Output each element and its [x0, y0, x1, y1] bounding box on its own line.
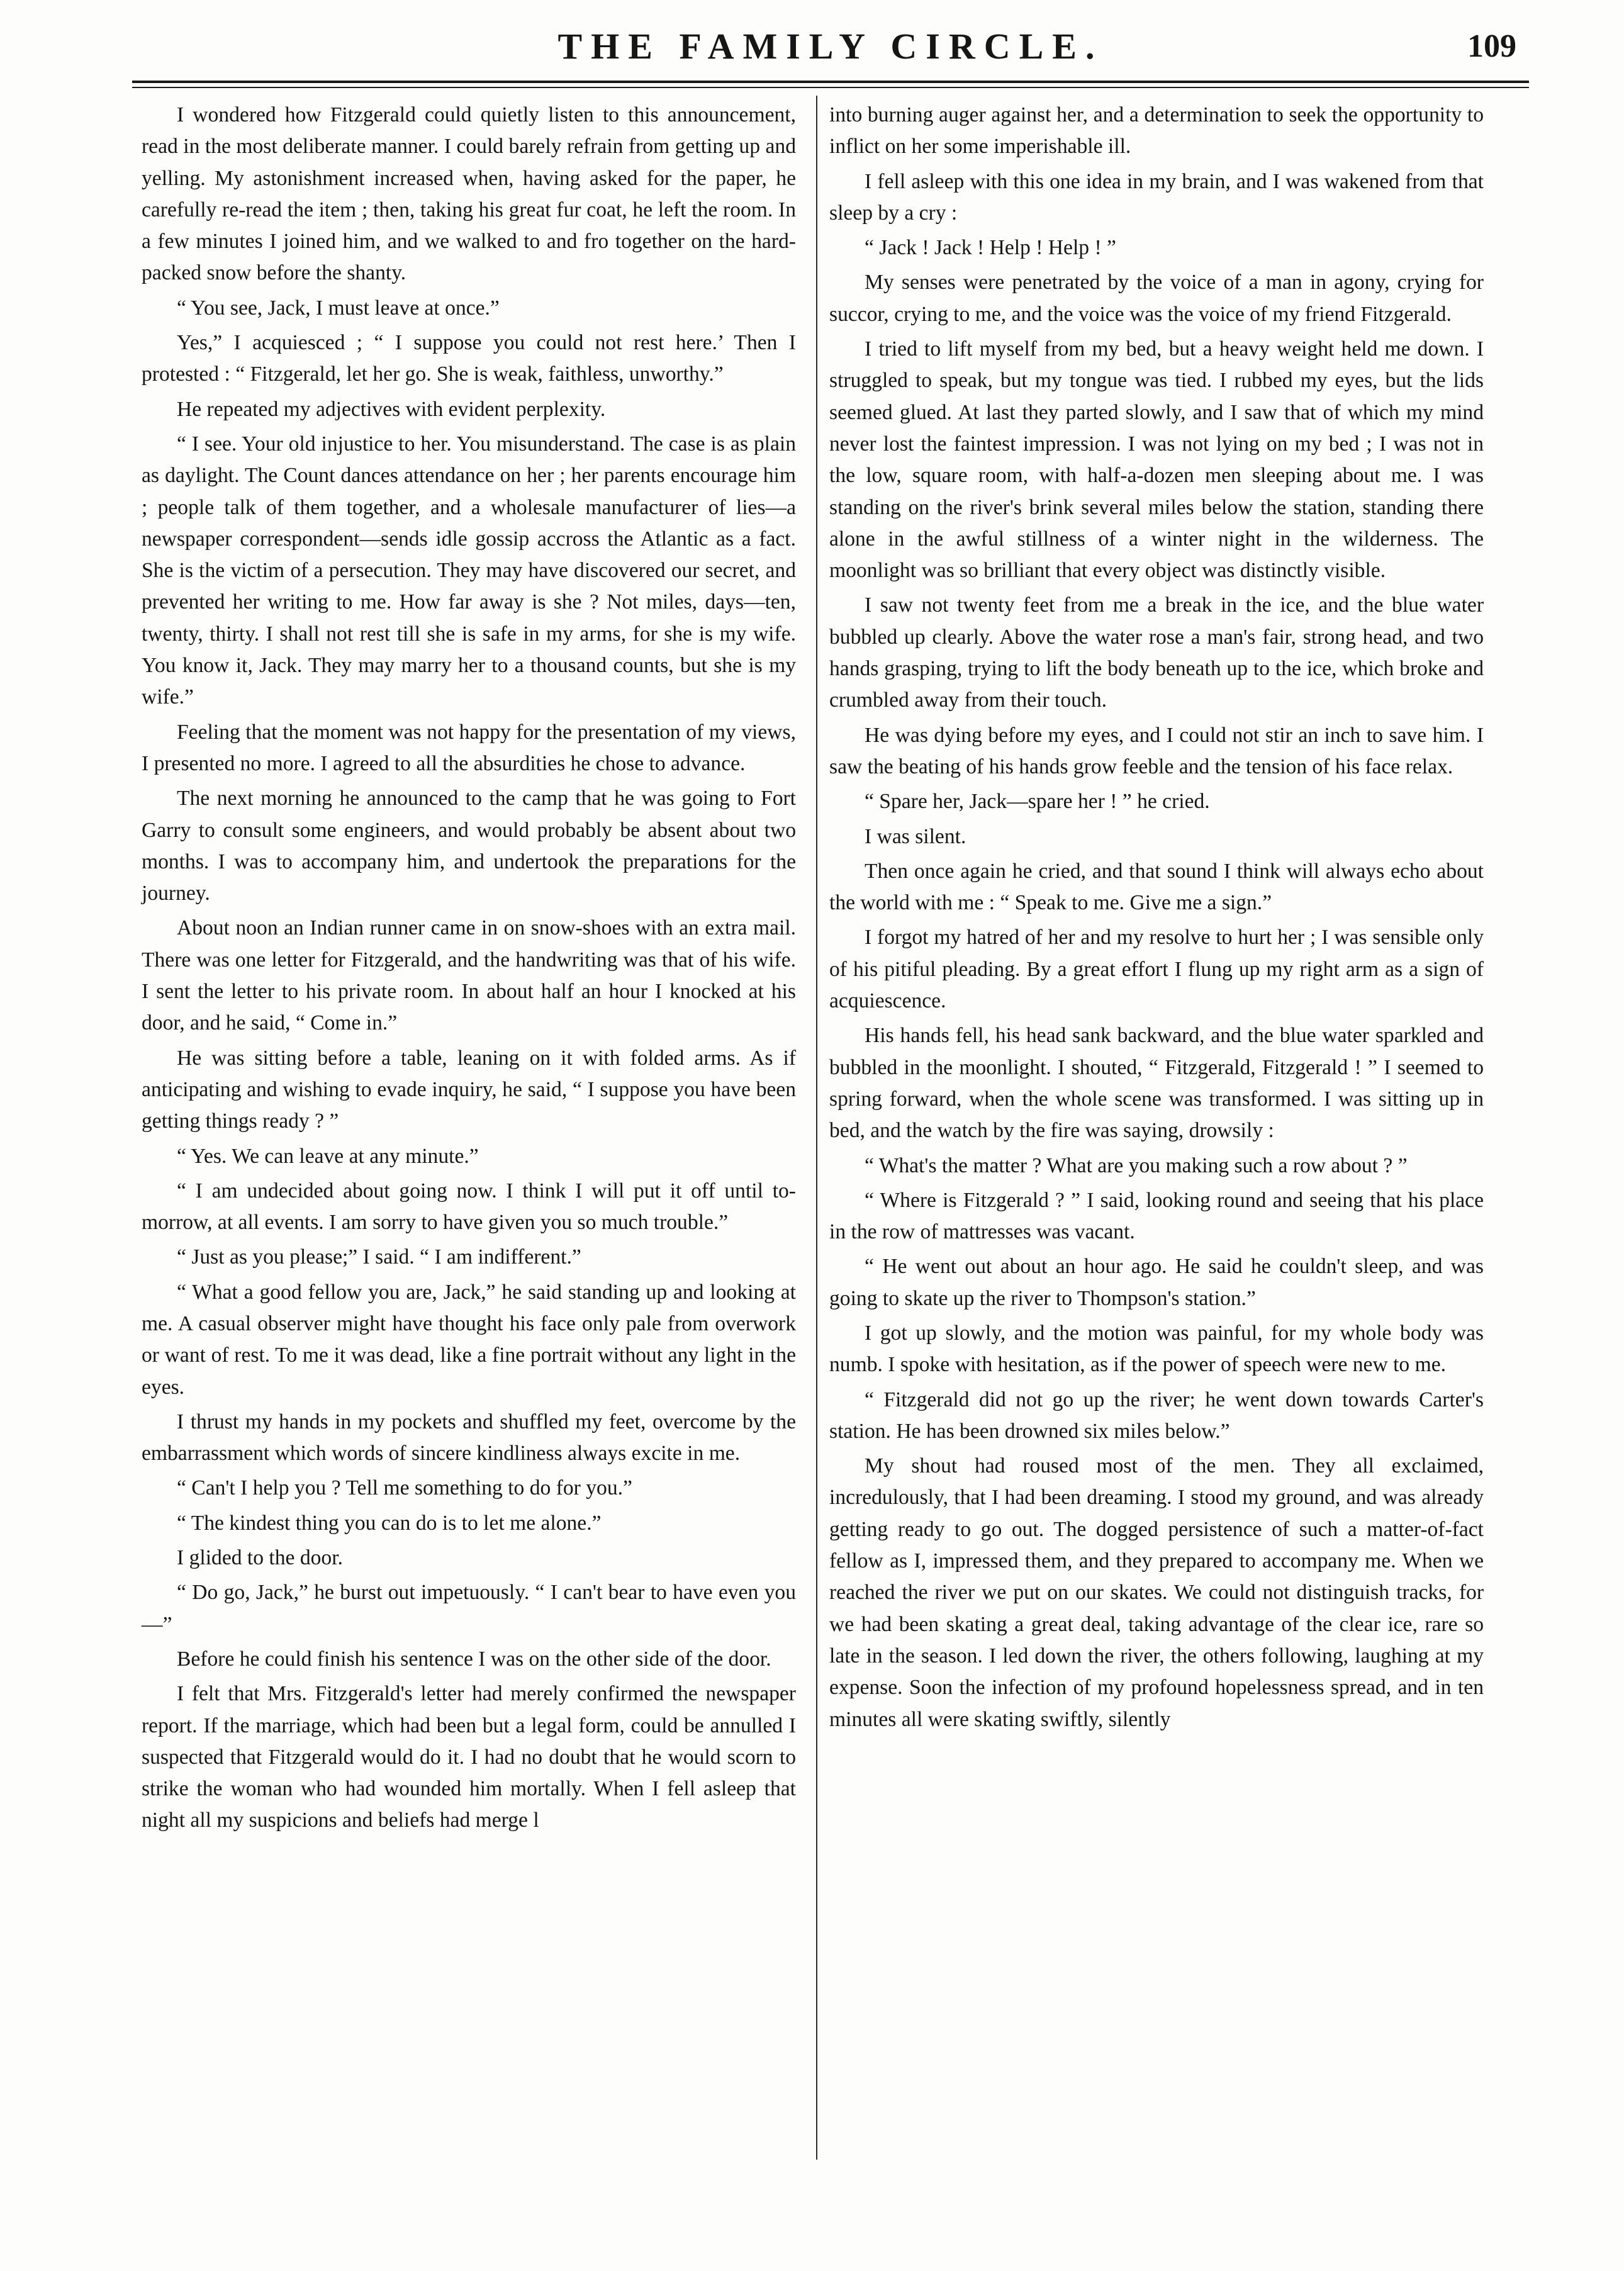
paragraph: He was sitting before a table, leaning on it with folded arms. As if anticipating and wishing to evade inquiry, he said, “ I suppose you have been getting things ready ? ”: [142, 1046, 796, 1133]
paragraph: “ The kindest thing you can do is to let me alone.”: [177, 1511, 602, 1535]
paragraph: “ Jack ! Jack ! Help ! Help ! ”: [865, 236, 1116, 260]
paragraph: His hands fell, his head sank backward, and the blue water sparkled and bubbled in the moonlight. I shouted, “ Fitzgerald, Fitzgerald ! ” I seemed to spring forward, when the whole scene was transformed. I was sitting up in bed, and the watch by the fire was saying, drowsily :: [829, 1024, 1484, 1143]
paragraph: “ You see, Jack, I must leave at once.”: [177, 296, 500, 320]
right-column: [829, 99, 1484, 1739]
running-title: THE FAMILY CIRCLE.: [557, 26, 1104, 67]
paragraph: “ I am undecided about going now. I think I will put it off until to-morrow, at all events. I am sorry to have given you so much trouble.”: [142, 1179, 796, 1235]
paragraph: “ Can't I help you ? Tell me something to do for you.”: [177, 1476, 632, 1500]
paragraph: “ Spare her, Jack—spare her ! ” he cried.: [865, 790, 1210, 814]
paragraph: I fell asleep with this one idea in my brain, and I was wakened from that sleep by a cry :: [829, 169, 1484, 225]
paragraph: I tried to lift myself from my bed, but a heavy weight held me down. I struggled to speak, but my tongue was tied. I rubbed my eyes, but the lids seemed glued. At last they parted slowly, and I saw that of which my mind never lost the faintest impression. I was not lying on my bed ; I was not in the low, square room, with half-a-dozen men sleeping about me. I was standing on the river's brink several miles below the station, standing there alone in the awful stillness of a winter night in the wilderness. The moonlight was so brilliant that every object was distinctly visible.: [829, 337, 1484, 583]
paragraph: I glided to the door.: [177, 1546, 343, 1570]
paragraph: My senses were penetrated by the voice of a man in agony, crying for succor, crying to me, and the voice was the voice of my friend Fitzgerald.: [829, 271, 1484, 326]
left-column: [142, 99, 796, 1840]
paragraph: “ Do go, Jack,” he burst out impetuously. “ I can't bear to have even you—”: [142, 1581, 796, 1636]
header-rule-thick: [132, 81, 1529, 83]
paragraph: “ Just as you please;” I said. “ I am indifferent.”: [177, 1245, 581, 1269]
paragraph: The next morning he announced to the camp that he was going to Fort Garry to consult some engineers, and would probably be absent about two months. I was to accompany him, and undertook the preparations for the journey.: [142, 787, 796, 906]
paragraph: I saw not twenty feet from me a break in the ice, and the blue water bubbled up clearly. Above the water rose a man's fair, strong head, and two hands grasping, trying to lift the body beneath up to the ice, which broke and crumbled away from their touch.: [829, 593, 1484, 712]
paragraph: Feeling that the moment was not happy for the presentation of my views, I presented no more. I agreed to all the absurdities he chose to advance.: [142, 720, 796, 775]
paragraph: “ What's the matter ? What are you making such a row about ? ”: [865, 1153, 1408, 1177]
paragraph: He was dying before my eyes, and I could not stir an inch to save him. I saw the beating of his hands grow feeble and the tension of his face relax.: [829, 723, 1484, 778]
paragraph: “ He went out about an hour ago. He said he couldn't sleep, and was going to skate up the river to Thompson's station.”: [829, 1255, 1484, 1310]
paragraph: Then once again he cried, and that sound I think will always echo about the world with me : “ Speak to me. Give me a sign.”: [829, 859, 1484, 915]
column-divider: [816, 96, 817, 2160]
paragraph: “ What a good fellow you are, Jack,” he said standing up and looking at me. A casual observer might have thought his face only pale from overwork or want of rest. To me it was dead, like a fine portrait without any light in the eyes.: [142, 1280, 796, 1399]
paragraph: About noon an Indian runner came in on snow-shoes with an extra mail. There was one letter for Fitzgerald, and the handwriting was that of his wife. I sent the letter to his private room. In about half an hour I knocked at his door, and he said, “ Come in.”: [142, 916, 796, 1035]
paragraph: I thrust my hands in my pockets and shuffled my feet, overcome by the embarrassment which words of sincere kindliness always excite in me.: [142, 1410, 796, 1466]
paragraph: I wondered how Fitzgerald could quietly listen to this announcement, read in the most deliberate manner. I could barely refrain from getting up and yelling. My astonishment increased when, having asked for the paper, he carefully re-read the item ; then, taking his great fur coat, he left the room. In a few minutes I joined him, and we walked to and fro together on the hard-packed snow before the shanty.: [142, 103, 796, 285]
paragraph: I forgot my hatred of her and my resolve to hurt her ; I was sensible only of his pitiful pleading. By a great effort I flung up my right arm as a sign of acquiescence.: [829, 926, 1484, 1013]
header-rule-thin: [132, 87, 1529, 88]
paragraph: Before he could finish his sentence I was on the other side of the door.: [177, 1647, 771, 1671]
paragraph: “ Yes. We can leave at any minute.”: [177, 1144, 479, 1168]
paragraph: “ Fitzgerald did not go up the river; he went down towards Carter's station. He has been drowned six miles below.”: [829, 1388, 1484, 1443]
page-header: [132, 16, 1529, 79]
paragraph: Yes,” I acquiesced ; “ I suppose you could not rest here.’ Then I protested : “ Fitzgerald, let her go. She is weak, faithless, unworthy.”: [142, 331, 796, 386]
paragraph: My shout had roused most of the men. They all exclaimed, incredulously, that I had been dreaming. I stood my ground, and was already getting ready to go out. The dogged persistence of such a matter-of-fact fellow as I, impressed them, and they prepared to accompany me. When we reached the river we put on our skates. We could not distinguish tracks, for we had been skating a great deal, taking advantage of the clear ice, rare so late in the season. I led down the river, the others following, laughing at my expense. Soon the infection of my profound hopelessness spread, and in ten minutes all were skating swiftly, silently: [829, 1454, 1484, 1731]
paragraph: I got up slowly, and the motion was painful, for my whole body was numb. I spoke with hesitation, as if the power of speech were new to me.: [829, 1321, 1484, 1377]
paragraph: I was silent.: [865, 824, 966, 848]
paragraph: I felt that Mrs. Fitzgerald's letter had merely confirmed the newspaper report. If the marriage, which had been but a legal form, could be annulled I suspected that Fitzgerald would do it. I had no doubt that he would scorn to strike the woman who had wounded him mortally. When I fell asleep that night all my suspicions and beliefs had merge l: [142, 1682, 796, 1832]
paragraph-continuation: into burning auger against her, and a determination to seek the opportunity to inflict on her some imperishable ill.: [829, 103, 1484, 159]
page-number: 109: [1467, 28, 1516, 64]
paragraph: He repeated my adjectives with evident perplexity.: [177, 397, 606, 421]
paragraph: “ Where is Fitzgerald ? ” I said, looking round and seeing that his place in the row of mattresses was vacant.: [829, 1188, 1484, 1244]
paragraph: “ I see. Your old injustice to her. You misunderstand. The case is as plain as daylight. The Count dances attendance on her ; her parents encourage him ; people talk of them together, and a wholesale manufacturer of lies—a newspaper correspondent—sends idle gossip accross the Atlantic as a fact. She is the victim of a persecution. They may have discovered our secret, and prevented her writing to me. How far away is she ? Not miles, days—ten, twenty, thirty. I shall not rest till she is safe in my arms, for she is my wife. You know it, Jack. They may marry her to a thousand counts, but she is my wife.”: [142, 432, 796, 709]
